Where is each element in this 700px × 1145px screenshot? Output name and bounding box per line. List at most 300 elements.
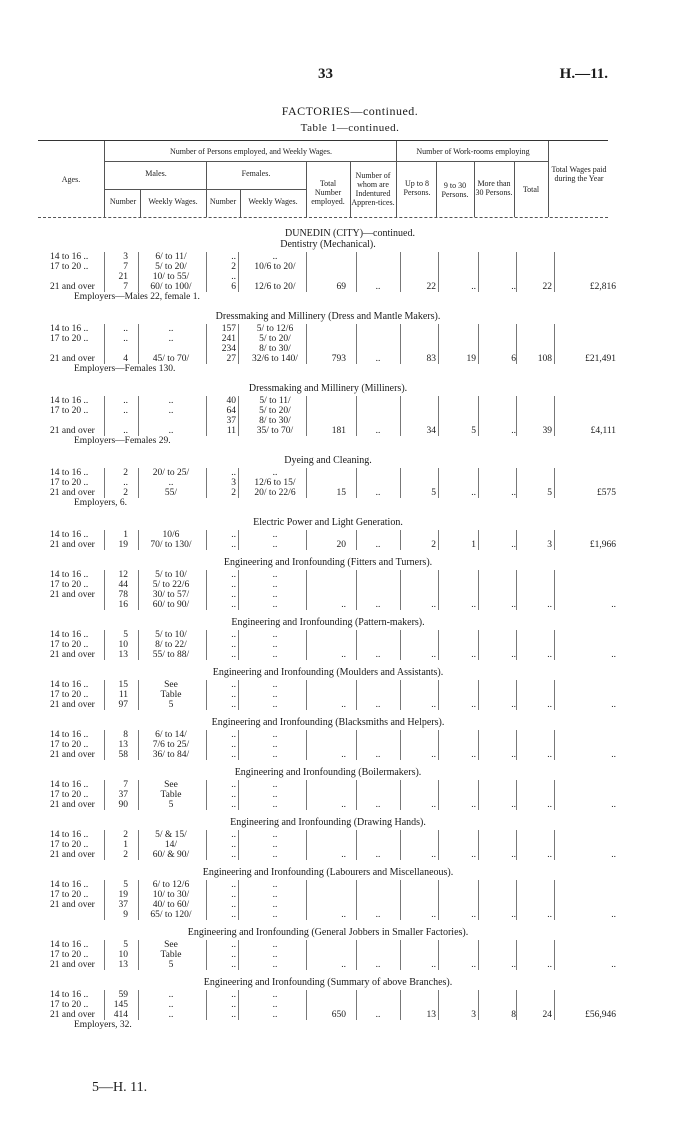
- cell-mw: ..: [168, 1000, 174, 1010]
- cell-age: 17 to 20 ..: [50, 406, 89, 416]
- cell-mn: 12: [118, 570, 128, 580]
- cell-n930: ..: [471, 600, 476, 610]
- cell-fn: 37: [226, 416, 236, 426]
- cell-fw: ..: [272, 950, 278, 960]
- cell-mw: 60/ to 90/: [152, 600, 190, 610]
- cell-fw: ..: [272, 1000, 278, 1010]
- cell-mn: 5: [123, 940, 128, 950]
- table-row: [38, 344, 618, 354]
- cell-age: 17 to 20 ..: [50, 890, 89, 900]
- header-workrooms-group: Number of Work-rooms employing: [416, 147, 530, 156]
- cell-fn: 2: [231, 488, 236, 498]
- cell-mw: 5/ & 15/: [155, 830, 187, 840]
- cell-wage: ..: [611, 650, 616, 660]
- cell-m30: ..: [511, 540, 516, 550]
- cell-fn: ..: [231, 580, 236, 590]
- cell-tw: 39: [542, 426, 552, 436]
- cell-mn: 44: [118, 580, 128, 590]
- cell-up8: ..: [431, 850, 436, 860]
- cell-tot: 20: [336, 540, 346, 550]
- cell-mn: 414: [113, 1010, 128, 1020]
- cell-n930: ..: [471, 960, 476, 970]
- cell-fw: ..: [272, 590, 278, 600]
- industry-title: Engineering and Ironfounding (Fitters and Turners).: [223, 557, 433, 568]
- cell-tot: 181: [331, 426, 346, 436]
- cell-mw: 60/ & 90/: [152, 850, 190, 860]
- cell-mn: 2: [123, 850, 128, 860]
- cell-fn: ..: [231, 750, 236, 760]
- cell-mn: 145: [113, 1000, 128, 1010]
- table-row: [38, 488, 618, 498]
- cell-up8: ..: [431, 700, 436, 710]
- cell-wage: £575: [597, 488, 616, 498]
- cell-age: 17 to 20 ..: [50, 334, 89, 344]
- cell-tot: ..: [341, 910, 346, 920]
- cell-mw: 40/ to 60/: [152, 900, 190, 910]
- cell-up8: 13: [426, 1010, 436, 1020]
- industry-group: [38, 816, 618, 866]
- table-row: [38, 990, 618, 1000]
- cell-mw: 5: [168, 800, 174, 810]
- cell-wage: £1,966: [589, 540, 616, 550]
- cell-up8: ..: [431, 650, 436, 660]
- header-females: Females.: [241, 169, 271, 178]
- cell-mn: 19: [118, 890, 128, 900]
- employers-note: Employers—Females 29.: [74, 436, 171, 446]
- table-row: [38, 252, 618, 262]
- cell-ind: ..: [375, 650, 381, 660]
- cell-mw: 5: [168, 700, 174, 710]
- header-females-wages: Weekly Wages.: [248, 197, 298, 206]
- cell-mw: 5/ to 10/: [155, 570, 187, 580]
- cell-mn: 19: [118, 540, 128, 550]
- cell-age: 14 to 16 ..: [50, 880, 89, 890]
- cell-age: 21 and over: [50, 850, 95, 860]
- table-row: [38, 406, 618, 416]
- table-row: [38, 830, 618, 840]
- header-up-to-8: Up to 8 Persons.: [403, 179, 431, 197]
- cell-mw: Table: [160, 790, 182, 800]
- industry-group: [38, 556, 618, 616]
- cell-mn: 7: [123, 780, 128, 790]
- cell-fw: ..: [272, 800, 278, 810]
- industry-group: [38, 238, 618, 310]
- cell-fw: ..: [272, 940, 278, 950]
- cell-up8: ..: [431, 960, 436, 970]
- cell-mw: ..: [168, 324, 174, 334]
- cell-fn: ..: [231, 800, 236, 810]
- industry-title: Engineering and Ironfounding (Blacksmiths and Helpers).: [211, 717, 445, 728]
- cell-ind: ..: [375, 354, 381, 364]
- cell-fn: ..: [231, 880, 236, 890]
- industry-group: [38, 866, 618, 926]
- cell-fw: ..: [272, 790, 278, 800]
- industry-group: [38, 766, 618, 816]
- cell-age: 14 to 16 ..: [50, 570, 89, 580]
- cell-mw: 65/ to 120/: [150, 910, 192, 920]
- cell-mw: Table: [160, 690, 182, 700]
- cell-m30: ..: [511, 960, 516, 970]
- cell-mn: 59: [118, 990, 128, 1000]
- cell-mn: 1: [123, 840, 128, 850]
- industry-title: Electric Power and Light Generation.: [253, 517, 403, 528]
- cell-fn: 27: [226, 354, 236, 364]
- cell-tw: ..: [547, 910, 552, 920]
- cell-n930: ..: [471, 650, 476, 660]
- cell-fw: ..: [272, 840, 278, 850]
- cell-m30: ..: [511, 426, 516, 436]
- cell-fn: ..: [231, 790, 236, 800]
- cell-fn: ..: [231, 730, 236, 740]
- table-row: [38, 840, 618, 850]
- cell-fw: 5/ to 12/6: [256, 324, 294, 334]
- table-row: [38, 1010, 618, 1020]
- table-row: [38, 468, 618, 478]
- cell-mn: 2: [123, 468, 128, 478]
- table-row: [38, 416, 618, 426]
- cell-mw: 5/ to 22/6: [152, 580, 190, 590]
- cell-fw: ..: [272, 700, 278, 710]
- cell-up8: 34: [426, 426, 436, 436]
- industry-group: [38, 666, 618, 716]
- cell-n930: ..: [471, 700, 476, 710]
- employers-note: Employers, 32.: [74, 1020, 132, 1030]
- cell-fn: 40: [226, 396, 236, 406]
- cell-age: 17 to 20 ..: [50, 580, 89, 590]
- cell-age: 14 to 16 ..: [50, 530, 89, 540]
- cell-mw: ..: [168, 990, 174, 1000]
- cell-m30: ..: [511, 910, 516, 920]
- cell-n930: ..: [471, 282, 476, 292]
- cell-age: 21 and over: [50, 700, 95, 710]
- industry-group: [38, 716, 618, 766]
- cell-fn: ..: [231, 940, 236, 950]
- cell-ind: ..: [375, 282, 381, 292]
- table-row: [38, 790, 618, 800]
- cell-age: 21 and over: [50, 800, 95, 810]
- table-row: [38, 334, 618, 344]
- cell-wage: £56,946: [585, 1010, 616, 1020]
- cell-m30: 6: [511, 354, 516, 364]
- cell-mw: See: [164, 780, 178, 790]
- table-row: [38, 570, 618, 580]
- cell-tw: ..: [547, 650, 552, 660]
- table-row: [38, 530, 618, 540]
- cell-m30: ..: [511, 600, 516, 610]
- cell-age: 14 to 16 ..: [50, 252, 89, 262]
- cell-mn: 97: [118, 700, 128, 710]
- table-row: [38, 282, 618, 292]
- table-row: [38, 354, 618, 364]
- cell-n930: ..: [471, 850, 476, 860]
- cell-wage: ..: [611, 750, 616, 760]
- cell-mw: 7/6 to 25/: [152, 740, 190, 750]
- cell-fw: ..: [272, 730, 278, 740]
- cell-fn: ..: [231, 252, 236, 262]
- cell-fw: ..: [272, 1010, 278, 1020]
- cell-tot: ..: [341, 700, 346, 710]
- cell-m30: ..: [511, 700, 516, 710]
- cell-fw: ..: [272, 740, 278, 750]
- cell-mw: ..: [168, 426, 174, 436]
- cell-tot: ..: [341, 850, 346, 860]
- table-row: [38, 890, 618, 900]
- industry-group: [38, 976, 618, 1038]
- cell-mw: See: [164, 680, 178, 690]
- cell-n930: 5: [471, 426, 476, 436]
- cell-fn: ..: [231, 650, 236, 660]
- cell-up8: 5: [431, 488, 436, 498]
- cell-mw: 10/ to 55/: [152, 272, 190, 282]
- table-body: [38, 238, 618, 1038]
- cell-n930: 1: [471, 540, 476, 550]
- table-row: [38, 780, 618, 790]
- cell-fn: ..: [231, 840, 236, 850]
- cell-fw: 12/6 to 20/: [254, 282, 296, 292]
- employers-note: Employers—Males 22, female 1.: [74, 292, 200, 302]
- cell-mn: 13: [118, 960, 128, 970]
- cell-age: 17 to 20 ..: [50, 790, 89, 800]
- cell-mw: 55/: [164, 488, 178, 498]
- cell-age: 17 to 20 ..: [50, 478, 89, 488]
- header-males-number: Number: [109, 197, 137, 206]
- cell-mn: 37: [118, 790, 128, 800]
- cell-ind: ..: [375, 426, 381, 436]
- cell-tot: 650: [331, 1010, 346, 1020]
- cell-age: 21 and over: [50, 750, 95, 760]
- cell-fn: ..: [231, 1010, 236, 1020]
- cell-fw: 20/ to 22/6: [254, 488, 296, 498]
- page-footer: 5—H. 11.: [92, 1080, 148, 1095]
- cell-age: 17 to 20 ..: [50, 950, 89, 960]
- cell-mn: ..: [123, 406, 128, 416]
- table-row: [38, 690, 618, 700]
- cell-age: 21 and over: [50, 900, 95, 910]
- cell-age: 17 to 20 ..: [50, 740, 89, 750]
- cell-age: 14 to 16 ..: [50, 680, 89, 690]
- header-more-than-30: More than 30 Persons.: [475, 179, 513, 197]
- cell-tot: ..: [341, 650, 346, 660]
- cell-tw: ..: [547, 700, 552, 710]
- cell-ind: ..: [375, 700, 381, 710]
- industry-title: Engineering and Ironfounding (Drawing Hands).: [230, 817, 426, 828]
- cell-age: 14 to 16 ..: [50, 990, 89, 1000]
- cell-fw: ..: [272, 910, 278, 920]
- cell-tw: 108: [537, 354, 552, 364]
- cell-mw: ..: [168, 478, 174, 488]
- page-title: FACTORIES—continued.: [281, 104, 419, 118]
- cell-mn: 13: [118, 650, 128, 660]
- cell-up8: ..: [431, 800, 436, 810]
- cell-mn: 3: [123, 252, 128, 262]
- table-row: [38, 910, 618, 920]
- cell-ind: ..: [375, 1010, 381, 1020]
- table-row: [38, 540, 618, 550]
- cell-fn: 2: [231, 262, 236, 272]
- industry-title: Engineering and Ironfounding (Boilermakers).: [234, 767, 422, 778]
- cell-mw: 5: [168, 960, 174, 970]
- cell-mn: 9: [123, 910, 128, 920]
- cell-fn: ..: [231, 950, 236, 960]
- table-row: [38, 730, 618, 740]
- cell-fn: ..: [231, 910, 236, 920]
- header-persons-group: Number of Persons employed, and Weekly Wages.: [170, 147, 332, 156]
- cell-up8: ..: [431, 910, 436, 920]
- table-row: [38, 740, 618, 750]
- cell-m30: ..: [511, 650, 516, 660]
- cell-age: 17 to 20 ..: [50, 690, 89, 700]
- table-row: [38, 272, 618, 282]
- cell-age: 17 to 20 ..: [50, 640, 89, 650]
- cell-age: 14 to 16 ..: [50, 324, 89, 334]
- cell-mw: 6/ to 11/: [155, 252, 187, 262]
- cell-mn: 2: [123, 488, 128, 498]
- cell-age: 17 to 20 ..: [50, 840, 89, 850]
- cell-mw: 10/ to 30/: [152, 890, 190, 900]
- cell-tw: ..: [547, 850, 552, 860]
- cell-tw: 24: [542, 1010, 552, 1020]
- cell-fw: ..: [272, 960, 278, 970]
- table-row: [38, 600, 618, 610]
- cell-mn: 7: [123, 282, 128, 292]
- cell-fn: ..: [231, 740, 236, 750]
- cell-fw: ..: [272, 880, 278, 890]
- industry-title: Engineering and Ironfounding (General Jobbers in Smaller Factories).: [187, 927, 469, 938]
- cell-fw: ..: [272, 830, 278, 840]
- industry-title: Engineering and Ironfounding (Moulders and Assistants).: [212, 667, 444, 678]
- cell-tw: 5: [547, 488, 552, 498]
- cell-mw: 6/ to 12/6: [152, 880, 190, 890]
- cell-fn: 3: [231, 478, 236, 488]
- cell-age: 21 and over: [50, 488, 95, 498]
- cell-fn: 234: [221, 344, 236, 354]
- cell-mw: ..: [168, 396, 174, 406]
- cell-mn: ..: [123, 426, 128, 436]
- cell-wage: ..: [611, 850, 616, 860]
- cell-mn: 37: [118, 900, 128, 910]
- cell-wage: £21,491: [585, 354, 616, 364]
- cell-fw: ..: [272, 780, 278, 790]
- cell-mn: 10: [118, 950, 128, 960]
- cell-age: 21 and over: [50, 1010, 95, 1020]
- cell-fw: ..: [272, 580, 278, 590]
- cell-age: 21 and over: [50, 650, 95, 660]
- table-row: [38, 800, 618, 810]
- cell-age: 14 to 16 ..: [50, 730, 89, 740]
- cell-mn: 11: [118, 690, 128, 700]
- cell-ind: ..: [375, 600, 381, 610]
- cell-mn: 1: [123, 530, 128, 540]
- cell-tot: ..: [341, 600, 346, 610]
- cell-wage: £4,111: [590, 426, 616, 436]
- employers-note: Employers—Females 130.: [74, 364, 176, 374]
- cell-mw: ..: [168, 406, 174, 416]
- cell-fw: ..: [272, 650, 278, 660]
- header-indentured: Number of whom are Indentured Appren-tices.: [351, 171, 395, 207]
- cell-fn: ..: [231, 272, 236, 282]
- cell-wage: ..: [611, 960, 616, 970]
- cell-fn: 6: [231, 282, 236, 292]
- cell-mn: ..: [123, 334, 128, 344]
- cell-age: 14 to 16 ..: [50, 468, 89, 478]
- cell-age: 21 and over: [50, 590, 95, 600]
- cell-tot: ..: [341, 800, 346, 810]
- cell-fw: ..: [272, 640, 278, 650]
- cell-mw: 14/: [164, 840, 178, 850]
- cell-up8: 2: [431, 540, 436, 550]
- table-row: [38, 324, 618, 334]
- industry-group: [38, 310, 618, 382]
- cell-fn: ..: [231, 530, 236, 540]
- cell-fn: ..: [231, 830, 236, 840]
- cell-age: 21 and over: [50, 426, 95, 436]
- cell-fw: ..: [272, 890, 278, 900]
- cell-fw: ..: [272, 900, 278, 910]
- cell-wage: £2,816: [589, 282, 616, 292]
- industry-group: [38, 516, 618, 556]
- cell-age: 14 to 16 ..: [50, 396, 89, 406]
- cell-up8: 83: [426, 354, 436, 364]
- cell-fn: ..: [231, 1000, 236, 1010]
- cell-tot: 793: [331, 354, 346, 364]
- cell-m30: 8: [511, 1010, 516, 1020]
- cell-mn: 5: [123, 630, 128, 640]
- table-row: [38, 590, 618, 600]
- header-ages: Ages.: [61, 175, 81, 184]
- cell-mw: 60/ to 100/: [150, 282, 192, 292]
- cell-fw: 10/6 to 20/: [254, 262, 296, 272]
- cell-fw: ..: [272, 530, 278, 540]
- cell-mn: 16: [118, 600, 128, 610]
- cell-fw: 8/ to 30/: [259, 344, 291, 354]
- cell-mw: 20/ to 25/: [152, 468, 190, 478]
- industry-group: [38, 382, 618, 454]
- cell-fw: 5/ to 11/: [259, 396, 291, 406]
- cell-fn: ..: [231, 540, 236, 550]
- industry-title: Dyeing and Cleaning.: [284, 455, 372, 466]
- cell-fw: ..: [272, 750, 278, 760]
- cell-mw: 36/ to 84/: [152, 750, 190, 760]
- cell-tot: 69: [336, 282, 346, 292]
- cell-tw: ..: [547, 960, 552, 970]
- industry-title: Dressmaking and Millinery (Milliners).: [248, 383, 408, 394]
- cell-fn: ..: [231, 640, 236, 650]
- cell-fw: 12/6 to 15/: [254, 478, 296, 488]
- cell-wage: ..: [611, 910, 616, 920]
- cell-fn: 11: [226, 426, 236, 436]
- page-reference: H.—11.: [559, 66, 608, 82]
- cell-age: 21 and over: [50, 960, 95, 970]
- cell-fn: ..: [231, 850, 236, 860]
- cell-mw: ..: [168, 334, 174, 344]
- cell-age: 14 to 16 ..: [50, 830, 89, 840]
- table-row: [38, 850, 618, 860]
- cell-mn: 2: [123, 830, 128, 840]
- cell-m30: ..: [511, 850, 516, 860]
- cell-up8: ..: [431, 600, 436, 610]
- cell-mn: 21: [118, 272, 128, 282]
- cell-fn: 241: [221, 334, 236, 344]
- cell-age: 14 to 16 ..: [50, 630, 89, 640]
- cell-fn: ..: [231, 990, 236, 1000]
- cell-n930: 3: [471, 1010, 476, 1020]
- cell-fn: ..: [231, 590, 236, 600]
- cell-mw: See: [164, 940, 178, 950]
- table-row: [38, 960, 618, 970]
- table-row: [38, 262, 618, 272]
- cell-wage: ..: [611, 800, 616, 810]
- cell-fn: ..: [231, 680, 236, 690]
